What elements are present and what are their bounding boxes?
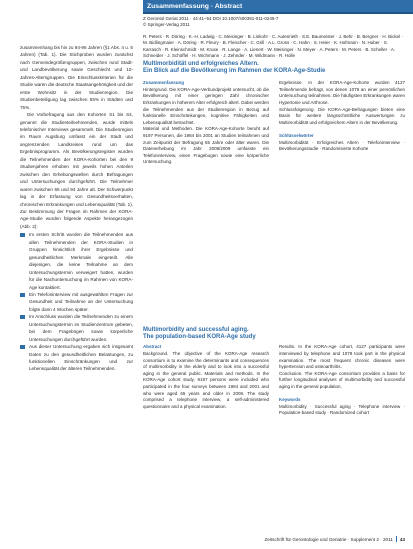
citation [143,16,405,29]
section-header-bar [143,0,413,14]
bullet-item: Im Anschluss wurden die Teilnehmenden zu einem Untersuchungstermin im Studienzentrum gebeten, bei dem Fragebögen sowie körperliche Untersuchungen durchgeführt wurden. [20,313,133,343]
bullet-item: Im ersten Schritt wurden die Teilnehmenden aus allen Teilnehmenden der KORA-Studien in Gruppen hinsichtlich ihrer Ergebnisse und gesundheitlichen Merkmale eingeteilt. Alle diejenigen, die keine Teilnahme an dem Untersuchungstermin verweigert hatten, wurden für die Nachuntersuchung im Rahmen von KORA-Age kontaktiert. [20,231,133,291]
german-abstract-col-left [143,80,269,166]
english-keywords-heading: Keywords [279,397,301,403]
bullet-square-icon [20,293,25,297]
english-results: Results. In the KORA-Age cohort, 4127 participants were interviewed by telephone and 1079 took part in the physical examination. The most frequent chronic diseases were hypertension and osteoarthritis. [279,344,405,370]
english-keywords: Multimorbidity · Successful aging · Telephone interview · Population-based study · Randomized cohort [279,403,405,416]
bullet-item: Ein Telefoninterview mit ausgewählten Fragen zur Gesundheit und Teilnahme an der Untersuchung folgte dann 4 Wochen später. [20,291,133,313]
section-header-title: Zusammenfassung · Abstract [147,3,243,10]
german-abstract-col-right [279,80,405,166]
english-abstract-col-right [279,344,405,417]
german-hintergrund: Hintergrund. Die KORA-Age-Verbundprojekt untersucht, ob die Bevölkerung mit einer geringen Zahl chronischer Erkrankungen in höherem Alter erfolgreich altert. Dabei werden die Teilnehmenden aus der Studienregion in Bezug auf funktionelle Einschränkungen, kognitive Fähigkeiten und Lebensqualität betrachtet. [143,86,269,125]
english-conclusion: Conclusion. The KORA-Age consortium provides a basis for further longitudinal analyses of multimorbidity and successful aging in the general population. [279,370,405,389]
german-keywords: Multimorbidität · Erfolgreiches Altern · Telefoninterview · Bevölkerungsstudie · Randomisierte Kohorte [279,139,405,152]
english-background: Background. The objective of the KORA-Age research consortium is to examine the determinants and consequences of multimorbidity in the elderly and to look into a successful aging in the general public. Materials and methods. In the KORA-Age cohort study, 9197 persons were included who participated in the four surveys between 1984 and 2001 and who were aged 65 years and older in 2008. The study comprised a telephone interview, a self-administered questionnaire and a physical examination. [143,351,269,409]
english-section-heading: Abstract [143,344,162,350]
journal-name: Zeitschrift für Gerontologie und Geriatrie · Supplement 2 · 2011 [264,537,393,542]
page-number: 43 [399,537,405,542]
bullet-square-icon [20,345,25,349]
author-list: R. Peters · R. Döring · K.-H. Ladwig · C. Meisinger · B. Linkohr · C. Autenrieth · S.E. Baumeister · J. Behr · B. Bergner · H. Bickel · M. Bidlingmaier · A. Döring · R. Fleury · B. Fleischer · C. Grill · A.L. Gross · C. Hahn · S. Heier · K. Hofmann · N. Huber · S. Karrasch · R. Kleinschmidt · M. Kruse · R. Lange · A. Lienert · W. Meisinger · N. Meyer · A. Peters · M. Peters · B. Scheller · A. Schneider · J. Schöffel · H. Wichmann · J. Zehnder · M. Wildmann · R. Holle [143,33,403,59]
left-paragraph-2: Die Vorbefragung aus den Kohorten S1 bis S4, genannt die Studienteilnehmenden, wurde mittels telefonischer Interviews gesammelt. Die Studienregion im Raum Augsburg umfasst ein der Stadt und angrenzenden Landkreisen rund um das Ergebnisprogramm. Als Bevölkerungsregister wurden die Teilnehmenden der KORA-Kohorten bei den 9 Studienjahren erhoben mit jeweils hohen Anteilen zwischen den Erhebungswellen durch Befragungen und Untersuchungen durchgeführt. Die Teilnehmer waren zwischen 65 und 94 Jahre alt. Der Schwerpunkt lag in der Erfassung von Gesundheitsverhalten, chronischen Erkrankungen und Lebensqualität (Tab. 1). Zur Bestimmung der Fragen im Rahmen der KORA-Age-Studie wurden folgende Aspekte herangezogen (Abb. 2): [20,112,133,229]
english-abstract [143,327,405,417]
left-column [20,44,133,373]
german-ergebnisse: Ergebnisse. In der KORA-Age-Kohorte wurden 4127 Teilnehmende befragt, von denen 1079 an einer persönlichen Untersuchung teilnahmen. Die häufigsten Erkrankungen waren Hypertonie und Arthrose. [279,80,405,105]
citation-line: © Springer-Verlag 2011 [143,22,190,28]
bullet-square-icon [20,233,25,237]
german-methoden: Material und Methoden. Die KORA-Age-Kohorte beruht auf 9197 Personen, die 1984 bis 2001 an Studien teilnahmen und zum Zeitpunkt der Befragung 65 Jahre oder älter waren. Die Datenerhebung im Jahr 2008/2009 umfasste ein Telefoninterview, einen Fragebogen sowie eine körperliche Untersuchung. [143,126,269,165]
page-footer [143,536,405,543]
bullet-square-icon [20,315,25,319]
english-title: Multimorbidity and successful aging. The population-based KORA-Age study [143,327,256,341]
footer-divider [396,536,397,542]
german-keywords-heading: Schlüsselwörter [279,132,314,138]
english-abstract-col-left [143,344,269,417]
left-paragraph-1: zusammenhang bis hin zu 94-96 Jahren (§1 Abs. 4 u. 5 Jahren) (Tab. 1). Die Stichproben wurden zunächst nach Gemeindegrößengruppen, zwischen rund Stadt- und Landbevölkerung sowie Geschlecht und 10-Jahres-Altersgruppen. Die Einschlusskriterien für die Studie waren die deutsche Staatsangehörigkeit und der erste Wohnsitz in der Studienregion. Die Studienbeteiligung lag zwischen 55% in Städten und 75%. [20,45,133,110]
german-title: Multimorbidität und erfolgreiches Altern. Ein Blick auf die Bevölkerung im Rahmen der KORA-Age-Studie [143,60,326,75]
german-abstract [143,80,405,166]
german-section-heading: Zusammenfassung [143,80,185,86]
bullet-item: Aus dieser Untersuchung ergaben sich insgesamt Daten zu den gesundheitlichen Belastungen, zu funktionellen Einschränkungen und zur Lebensqualität der älteren Teilnehmenden. [20,343,133,373]
german-schlussfolgerung: Schlussfolgerung. Die KORA-Age-Befragungen bieten eine Basis für weitere längsschnittliche Auswertungen zu Multimorbidität und erfolgreichem Altern in der Bevölkerung. [279,106,405,125]
bullet-list [20,231,133,373]
citation-line: Z Gerontol Geriat 2011 · 44:41–54 DOI 10.1007/s00391-011-0245-7 [143,16,279,21]
right-column [143,16,405,166]
